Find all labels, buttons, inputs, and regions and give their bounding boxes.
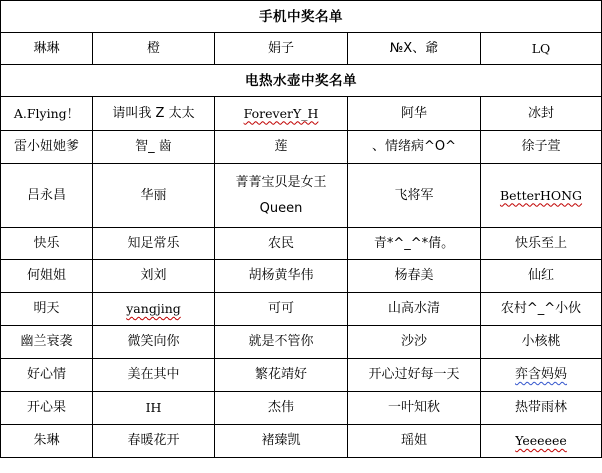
winner-name: 开心过好每一天 bbox=[348, 359, 481, 392]
winner-name: 农民 bbox=[215, 228, 348, 260]
winner-name: 杨春美 bbox=[348, 260, 481, 293]
winner-name: 明天 bbox=[1, 293, 93, 326]
winner-name: 琳琳 bbox=[1, 33, 93, 65]
winner-name: 智_ 齒 bbox=[93, 131, 215, 164]
winner-name: 何姐姐 bbox=[1, 260, 93, 293]
winner-name: LQ bbox=[481, 33, 602, 65]
winner-name: 阿华 bbox=[348, 97, 481, 131]
winner-name: A.Flying！ bbox=[1, 97, 93, 131]
winner-name bbox=[481, 359, 602, 392]
winner-name: 莲 bbox=[215, 131, 348, 164]
kettle-section-title: 电热水壶中奖名单 bbox=[1, 65, 602, 97]
winner-name: 刘刘 bbox=[93, 260, 215, 293]
winner-name bbox=[481, 425, 602, 458]
table-row bbox=[1, 260, 602, 293]
winner-name: 热带雨林 bbox=[481, 392, 602, 425]
phone-title-row bbox=[1, 1, 602, 33]
winner-name: IH bbox=[93, 392, 215, 425]
winner-name: 就是不管你 bbox=[215, 326, 348, 359]
phone-section-title: 手机中奖名单 bbox=[1, 1, 602, 33]
table-row bbox=[1, 97, 602, 131]
table-row bbox=[1, 293, 602, 326]
winner-name: 可可 bbox=[215, 293, 348, 326]
winner-name: 雷小妞她爹 bbox=[1, 131, 93, 164]
winner-name: 快乐 bbox=[1, 228, 93, 260]
winner-name-text: Yeeeeee bbox=[515, 433, 567, 448]
winner-name: 、情绪病^O^ bbox=[348, 131, 481, 164]
winner-name: 请叫我 Z 太太 bbox=[93, 97, 215, 131]
winner-name: 瑶姐 bbox=[348, 425, 481, 458]
winner-name-text: BetterHONG bbox=[499, 187, 583, 203]
winner-name: 美在其中 bbox=[93, 359, 215, 392]
kettle-title-row bbox=[1, 65, 602, 97]
winner-name: 春暖花开 bbox=[93, 425, 215, 458]
winner-name: 朱琳 bbox=[1, 425, 93, 458]
winner-name: 华丽 bbox=[93, 164, 215, 228]
winner-name: 知足常乐 bbox=[93, 228, 215, 260]
winner-name: 娟子 bbox=[215, 33, 348, 65]
winner-name bbox=[93, 293, 215, 326]
winner-name: 一叶知秋 bbox=[348, 392, 481, 425]
winner-name: 褚臻凯 bbox=[215, 425, 348, 458]
table-row bbox=[1, 425, 602, 458]
phone-names-row bbox=[1, 33, 602, 65]
table-row bbox=[1, 228, 602, 260]
winner-name: 飞将军 bbox=[348, 164, 481, 228]
winner-name-text: yangjing bbox=[126, 301, 181, 316]
winner-name-text: 弈含妈妈 bbox=[515, 367, 568, 382]
winner-name bbox=[215, 97, 348, 131]
winner-name: 橙 bbox=[93, 33, 215, 65]
winner-name: 农村^_^小伙 bbox=[481, 293, 602, 326]
winner-name: 好心情 bbox=[1, 359, 93, 392]
table-row bbox=[1, 359, 602, 392]
table-row bbox=[1, 131, 602, 164]
winner-name: 徐子萱 bbox=[481, 131, 602, 164]
winner-name: 冰封 bbox=[481, 97, 602, 131]
winner-name: 胡杨黄华伟 bbox=[215, 260, 348, 293]
winner-name: 微笑向你 bbox=[93, 326, 215, 359]
table-row bbox=[1, 326, 602, 359]
winner-name: 快乐至上 bbox=[481, 228, 602, 260]
winner-name: №X、爺 bbox=[348, 33, 481, 65]
winner-name: 菁菁宝贝是女王 Queen bbox=[215, 164, 348, 228]
winner-name: 繁花靖好 bbox=[215, 359, 348, 392]
winner-name-text: ForeverY_H bbox=[243, 105, 319, 121]
winner-name: 仙红 bbox=[481, 260, 602, 293]
winner-name: 青*^_^*倩。 bbox=[348, 228, 481, 260]
winner-name: 小核桃 bbox=[481, 326, 602, 359]
winner-name bbox=[481, 164, 602, 228]
winner-name: 山高水清 bbox=[348, 293, 481, 326]
winner-name: 杰伟 bbox=[215, 392, 348, 425]
table-row bbox=[1, 392, 602, 425]
winner-name: 开心果 bbox=[1, 392, 93, 425]
winner-name: 幽兰衰袭 bbox=[1, 326, 93, 359]
winner-name: 沙沙 bbox=[348, 326, 481, 359]
table-row bbox=[1, 164, 602, 228]
winner-name: 吕永昌 bbox=[1, 164, 93, 228]
